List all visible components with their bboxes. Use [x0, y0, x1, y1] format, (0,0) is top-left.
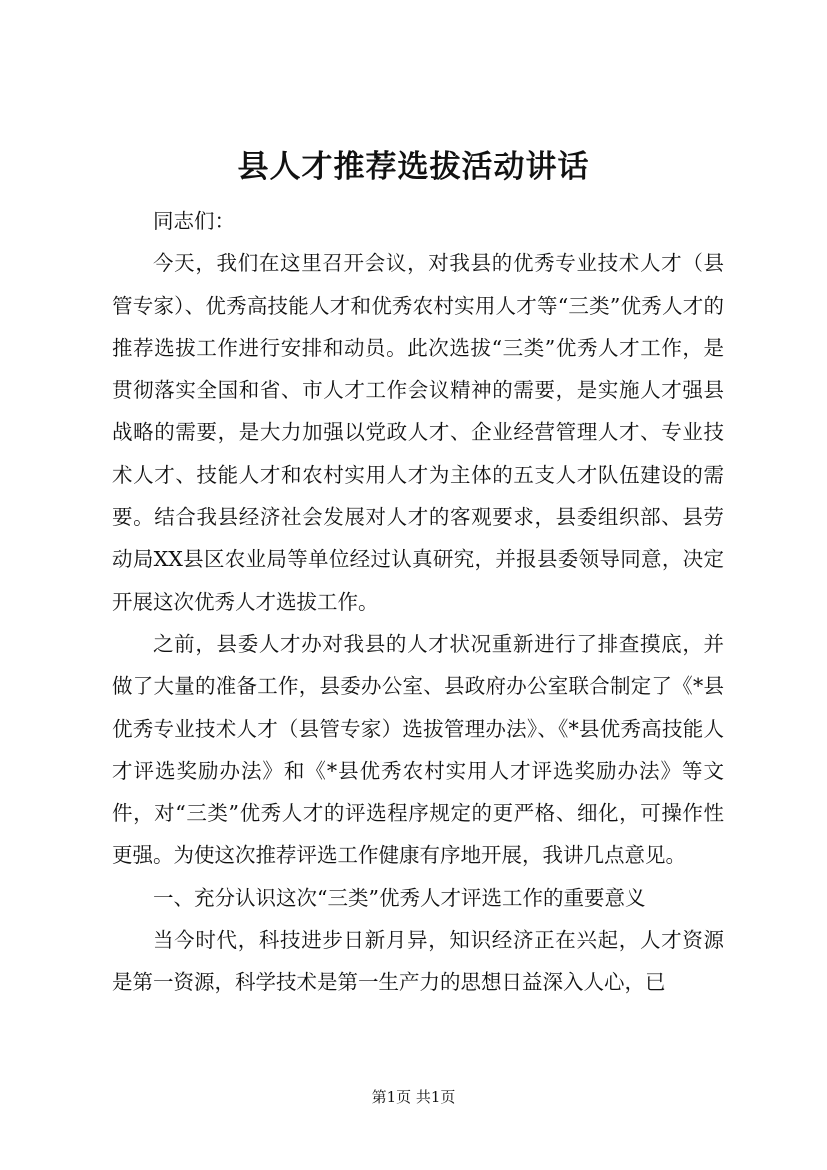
paragraph-1: 今天，我们在这里召开会议，对我县的优秀专业技术人才（县管专家）、优秀高技能人才和优秀农村实用人才等“三类”优秀人才的推荐选拔工作进行安排和动员。此次选拔“三类”优秀人才工作，是贯彻落实全国和省、市人才工作会议精神的需要，是实施人才强县战略的需要，是大力加强以党政人才、企业经营管理人才、专业技术人才、技能人才和农村实用人才为主体的五支人才队伍建设的需要。结合我县经济社会发展对人才的客观要求，县委组织部、县劳动局XX县区农业局等单位经过认真研究，并报县委领导同意，决定开展这次优秀人才选拔工作。 [112, 251, 724, 614]
page-footer: 第1页 共1页 [371, 1088, 456, 1106]
salutation: 同志们： [153, 209, 235, 233]
section-heading: 一、充分认识这次“三类”优秀人才评选工作的重要意义 [153, 885, 646, 910]
paragraph-2: 之前，县委人才办对我县的人才状况重新进行了排查摸底，并做了大量的准备工作，县委办公室、县政府办公室联合制定了《*县优秀专业技术人才（县管专家）选拔管理办法》、《*县优秀高技能人才评选奖励办法》和《*县优秀农村实用人才评选奖励办法》等文件，对“三类”优秀人才的评选程序规定的更严格、细化，可操作性更强。为使这次推荐评选工作健康有序地开展，我讲几点意见。 [112, 631, 724, 868]
document-title: 县人才推荐选拔活动讲话 [237, 149, 590, 185]
paragraph-3: 当今时代，科技进步日新月异，知识经济正在兴起，人才资源是第一资源，科学技术是第一生产力的思想日益深入人心，已 [112, 928, 724, 995]
document-body [112, 200, 724, 1004]
